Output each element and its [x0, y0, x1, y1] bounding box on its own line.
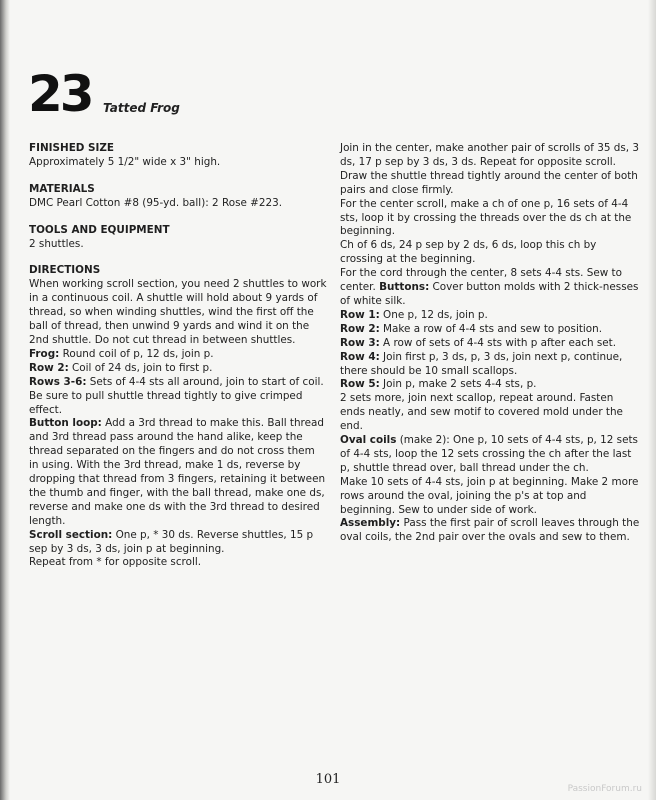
right-column	[340, 142, 640, 545]
rows3-6-text: Sets of 4-4 sts all around, join to start of coil. Be sure to pull shuttle thread tightly to give crimped effect.	[29, 375, 324, 416]
scroll-section-step	[29, 529, 327, 557]
right-para-5: 2 sets more, join next scallop, repeat around. Fasten ends neatly, and sew motif to covered mold under the end.	[340, 392, 623, 433]
button-row3-text: A row of sets of 4-4 sts with p after each set.	[379, 336, 617, 349]
button-row2-label: Row 2:	[340, 322, 380, 335]
finished-size-heading: FINISHED SIZE	[29, 142, 115, 154]
button-row3-step	[340, 337, 640, 351]
right-para-3: Ch of 6 ds, 24 p sep by 2 ds, 6 ds, loop this ch by crossing at the beginning.	[340, 239, 597, 266]
row2-step	[29, 362, 327, 376]
button-row5-label: Row 5:	[340, 378, 380, 391]
button-row2-step	[340, 323, 640, 337]
watermark: PassionForum.ru	[567, 784, 642, 794]
directions-intro: When working scroll section, you need 2 shuttles to work in a continuous coil. A shuttle will hold about 9 yards of thread, so when winding shuttles, wind the first off the ball of thread, then unwind 9 yards and wind it on the 2nd shuttle. Do not cut thread in between shuttles.	[29, 278, 327, 346]
button-row3-label: Row 3:	[340, 336, 380, 349]
button-row5-text: Join p, make 2 sets 4-4 sts, p.	[379, 378, 537, 391]
assembly-step	[340, 517, 640, 545]
button-loop-step	[29, 417, 327, 528]
pattern-number: 23	[28, 65, 92, 123]
materials-heading: MATERIALS	[29, 182, 95, 195]
cord-text: For the cord through the center, 8 sets 4-4 sts. Sew to center.	[340, 267, 622, 294]
buttons-text: Cover button molds with 2 thick-nesses of white silk.	[340, 281, 639, 307]
left-column	[29, 142, 327, 570]
assembly-label: Assembly:	[340, 517, 401, 530]
frog-label: Frog:	[29, 347, 60, 360]
button-row1-label: Row 1:	[340, 308, 380, 321]
button-row1-step	[340, 309, 640, 323]
directions-heading: DIRECTIONS	[29, 264, 101, 277]
right-para-4	[340, 267, 640, 309]
scroll-section-label: Scroll section:	[29, 528, 113, 541]
right-para-1: Join in the center, make another pair of scrolls of 35 ds, 3 ds, 17 p sep by 3 ds, 3 ds. Repeat for opposite scroll. Draw the shuttle thread tightly around the center of both pairs and close firmly.	[340, 142, 639, 196]
rows3-6-label: Rows 3-6:	[29, 375, 87, 388]
button-row4-text: Join first p, 3 ds, p, 3 ds, join next p, continue, there should be 10 small scallops.	[340, 350, 623, 377]
button-row1-text: One p, 12 ds, join p.	[379, 308, 488, 321]
frog-step	[29, 348, 327, 362]
tools-heading: TOOLS AND EQUIPMENT	[29, 223, 170, 236]
scroll-section-text: One p, * 30 ds. Reverse shuttles, 15 p sep by 3 ds, 3 ds, join p at beginning.	[29, 528, 314, 555]
pattern-header	[28, 66, 328, 126]
assembly-text: Pass the first pair of scroll leaves through the oval coils, the 2nd pair over the ovals and sew to them.	[340, 517, 640, 544]
button-loop-text: Add a 3rd thread to make this. Ball thread and 3rd thread pass around the hand alike, keep the thread separated on the fingers and do not cross them in using. With the 3rd thread, make 1 ds, reverse by dropping that thread from 3 fingers, retaining it between the thumb and finger, with the ball thread, make one ds, reverse and make one ds with the 3rd thread to desired length.	[29, 417, 326, 527]
materials-text: DMC Pearl Cotton #8 (95-yd. ball): 2 Rose #223.	[29, 196, 283, 209]
right-para-6: Make 10 sets of 4-4 sts, join p at beginning. Make 2 more rows around the oval, joining the p's at top and beginning. Sew to under side of work.	[340, 475, 639, 516]
repeat-text: Repeat from * for opposite scroll.	[29, 556, 202, 569]
button-row4-step	[340, 351, 640, 379]
button-row2-text: Make a row of 4-4 sts and sew to position.	[379, 322, 603, 335]
button-loop-label: Button loop:	[29, 417, 102, 430]
finished-size-text: Approximately 5 1/2" wide x 3" high.	[29, 155, 221, 168]
row2-label: Row 2:	[29, 361, 69, 374]
page-number: 101	[315, 772, 341, 787]
oval-coils-text: (make 2): One p, 10 sets of 4-4 sts, p, 12 sets of 4-4 sts, loop the 12 sets crossing the ch after the last p, shuttle thread over, ball thread under the ch.	[340, 434, 638, 474]
rows3-6-step	[29, 376, 327, 418]
page-binding-shadow	[0, 0, 10, 800]
buttons-label: Buttons:	[379, 281, 430, 294]
row2-text: Coil of 24 ds, join to first p.	[68, 361, 213, 374]
right-para-2: For the center scroll, make a ch of one p, 16 sets of 4-4 sts, loop it by crossing the threads over the ds ch at the beginning.	[340, 197, 632, 238]
oval-coils-step	[340, 434, 640, 476]
tools-text: 2 shuttles.	[29, 237, 84, 250]
frog-text: Round coil of p, 12 ds, join p.	[59, 347, 214, 360]
page-edge	[648, 0, 656, 800]
button-row4-label: Row 4:	[340, 350, 380, 363]
button-row5-step	[340, 378, 640, 392]
pattern-title: Tatted Frog	[103, 101, 180, 115]
oval-coils-label: Oval coils	[340, 434, 397, 447]
